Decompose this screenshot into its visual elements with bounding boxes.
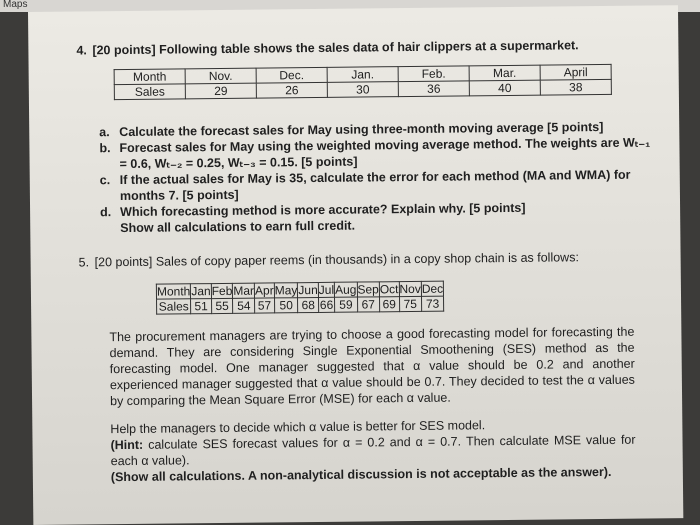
q4-item-letter: c. bbox=[99, 173, 111, 188]
table-row bbox=[157, 296, 444, 314]
q4-item-letter: b. bbox=[99, 141, 111, 156]
q4-item-b-cont: = 0.6, Wₜ₋₂ = 0.25, Wₜ₋₃ = 0.15. [5 points] bbox=[119, 154, 358, 172]
table-cell: Oct bbox=[379, 282, 399, 297]
app-title: Maps bbox=[3, 0, 28, 10]
q5-number: 5. bbox=[78, 255, 90, 270]
table-cell: Mar bbox=[233, 283, 255, 298]
table-cell: 66 bbox=[319, 297, 334, 312]
table-cell: 38 bbox=[540, 79, 611, 95]
q5-sales-table bbox=[156, 281, 445, 315]
table-cell: 29 bbox=[185, 83, 256, 99]
table-cell: Dec. bbox=[256, 67, 327, 83]
table-cell: Dec bbox=[421, 281, 444, 296]
table-cell: 30 bbox=[327, 82, 398, 98]
q4-item-b: Forecast sales for May using the weighted moving average method. The weights are Wₜ₋₁ bbox=[119, 135, 651, 156]
table-cell: 67 bbox=[357, 297, 380, 312]
table-header-sales: Sales bbox=[157, 299, 192, 314]
q4-sales-table bbox=[114, 64, 612, 100]
q5-final-note: (Show all calculations. A non-analytical discussion is not acceptable as the answer). bbox=[110, 464, 612, 485]
document-page bbox=[28, 5, 683, 525]
table-cell: 26 bbox=[256, 82, 327, 98]
table-cell: 73 bbox=[421, 296, 443, 311]
table-cell: April bbox=[540, 64, 611, 80]
q5-help: Help the managers to decide which α value is better for SES model. bbox=[110, 418, 486, 437]
q4-item-c: If the actual sales for May is 35, calculate the error for each method (MA and WMA) for bbox=[119, 167, 631, 188]
q4-item-a: Calculate the forecast sales for May using three-month moving average [5 points] bbox=[119, 119, 604, 140]
table-cell: 69 bbox=[379, 297, 399, 312]
q5-hint-label: (Hint: bbox=[110, 437, 144, 453]
table-cell: 68 bbox=[298, 297, 319, 312]
table-cell: Nov bbox=[399, 281, 421, 297]
table-cell: 50 bbox=[274, 298, 298, 313]
table-header-month: Month bbox=[156, 284, 191, 299]
table-header-month: Month bbox=[114, 69, 185, 85]
table-cell: 57 bbox=[255, 298, 275, 313]
table-cell: Mar. bbox=[469, 65, 540, 81]
q4-number: 4. bbox=[76, 43, 87, 58]
table-cell: 75 bbox=[399, 296, 421, 311]
table-cell: Jan bbox=[191, 284, 211, 299]
table-cell: Apr bbox=[254, 283, 274, 298]
table-cell: Feb bbox=[211, 283, 233, 299]
table-cell: 54 bbox=[233, 298, 255, 313]
table-cell: Nov. bbox=[185, 68, 256, 84]
q5-heading: [20 points] Sales of copy paper reems (in thousands) in a copy shop chain is as follows: bbox=[94, 250, 579, 270]
table-cell: Jun bbox=[298, 282, 318, 298]
table-cell: 40 bbox=[469, 80, 540, 96]
q5-paragraph: The procurement managers are trying to choose a good forecasting model for forecasting the demand. They are considering Single Exponential Smoothening (SES) method as the forecasting model. One manager suggested that α value should be 0.2 and another experienced manager suggested that α value should be 0.7. They decided to test the α values by comparing the Mean Square Error (MSE) for each α value. bbox=[109, 324, 635, 409]
q4-item-c-cont: months 7. [5 points] bbox=[119, 187, 239, 204]
q4-item-letter: a. bbox=[99, 125, 110, 140]
q4-item-letter: d. bbox=[100, 205, 112, 220]
table-cell: 36 bbox=[398, 81, 469, 97]
q5-hint-text: calculate SES forecast values for α = 0.2 and α = 0.7. Then calculate MSE value for each α value). bbox=[110, 432, 636, 469]
table-cell: Jan. bbox=[327, 67, 398, 83]
table-cell: Jul bbox=[318, 282, 335, 297]
table-cell: Feb. bbox=[398, 66, 469, 82]
table-header-sales: Sales bbox=[114, 84, 185, 100]
table-cell: 55 bbox=[211, 298, 233, 313]
q4-item-d: Which forecasting method is more accurate? Explain why. [5 points] bbox=[120, 200, 526, 220]
table-cell: Aug bbox=[334, 282, 357, 297]
table-cell: 51 bbox=[191, 299, 212, 314]
table-cell: 59 bbox=[335, 297, 358, 312]
table-cell: Sep bbox=[357, 282, 379, 297]
table-cell: May bbox=[274, 283, 298, 298]
q4-heading: [20 points] Following table shows the sales data of hair clippers at a supermarket. bbox=[92, 38, 579, 58]
q4-note: Show all calculations to earn full credit. bbox=[120, 218, 356, 236]
